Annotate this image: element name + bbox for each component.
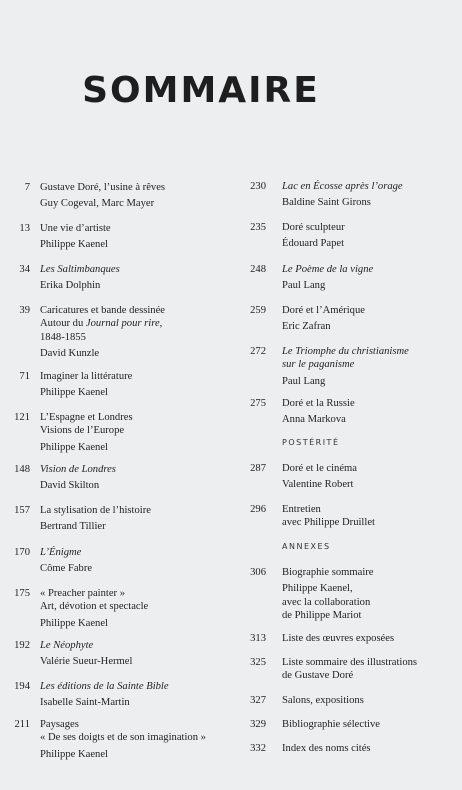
page-number: 230 [250, 181, 266, 192]
page-number: 235 [250, 222, 266, 233]
page-number: 157 [14, 505, 30, 516]
entry-title: Bibliographie sélective [282, 719, 380, 730]
page-number: 13 [19, 223, 30, 234]
page-number: 121 [14, 412, 30, 423]
entry-author: Édouard Papet [282, 238, 345, 250]
entry-title: Doré et la Russie [282, 398, 355, 409]
entry-author: Paul Lang [282, 375, 326, 387]
entry-title: Art, dévotion et spectacle [40, 601, 149, 613]
entry-title: Une vie d’artiste [40, 223, 111, 234]
section-heading: POSTÉRITÉ [282, 438, 340, 447]
entry-author: David Skilton [40, 480, 100, 492]
page-title: SOMMAIRE [82, 70, 320, 111]
page-number: 7 [24, 182, 30, 193]
entry-title: Le Néophyte [40, 640, 94, 651]
page-number: 148 [14, 464, 30, 475]
entry-title: 1848-1855 [40, 331, 86, 343]
entry-title: sur le paganisme [282, 359, 355, 371]
entry-title: Entretien [282, 504, 321, 515]
entry-title: Liste sommaire des illustrations [282, 657, 418, 668]
page-number: 39 [19, 305, 30, 316]
page-number: 248 [250, 264, 266, 275]
entry-author: Philippe Kaenel [40, 748, 108, 760]
entry-title: Liste des œuvres exposées [282, 633, 395, 644]
entry-title: Les Saltimbanques [40, 264, 120, 275]
entry-author: Philippe Kaenel, avec la collaboration de Philippe Mariot [282, 583, 371, 621]
entry-title: « Preacher painter » [40, 588, 126, 599]
entry-title: Doré et le cinéma [282, 463, 357, 474]
entry-title: L’Énigme [40, 547, 82, 558]
entry-title: Vision de Londres [40, 464, 116, 475]
entry-author: Isabelle Saint-Martin [40, 697, 130, 709]
entry-title: Lac en Écosse après l’orage [282, 181, 403, 192]
entry-title: L’Espagne et Londres [40, 412, 133, 423]
entry-author: Paul Lang [282, 280, 326, 292]
entry-author: Valentine Robert [282, 479, 354, 491]
page-number: 192 [14, 640, 30, 651]
entry-author: Valérie Sueur-Hermel [40, 656, 133, 668]
page-number: 275 [250, 398, 266, 409]
entry-title: Salons, expositions [282, 695, 364, 706]
page-number: 170 [14, 547, 30, 558]
page-number: 287 [250, 463, 266, 474]
page-number: 211 [14, 719, 30, 730]
page-number: 327 [250, 695, 266, 706]
page-number: 296 [250, 504, 266, 515]
page-number: 175 [14, 588, 30, 599]
entry-author: Bertrand Tillier [40, 521, 106, 533]
entry-title: Biographie sommaire [282, 567, 374, 578]
page-number: 194 [14, 681, 30, 692]
entry-title: Doré sculpteur [282, 222, 345, 233]
entry-title: Doré et l’Amérique [282, 305, 365, 316]
entry-title: Autour du Journal pour rire, [40, 318, 163, 330]
section-heading: ANNEXES [282, 542, 331, 551]
entry-author: Eric Zafran [282, 321, 331, 333]
entry-title: de Gustave Doré [282, 670, 354, 682]
entry-title: Le Poème de la vigne [282, 264, 374, 275]
entry-title: Imaginer la littérature [40, 371, 133, 382]
entry-title: Les éditions de la Sainte Bible [40, 681, 169, 692]
entry-title: Caricatures et bande dessinée [40, 305, 166, 316]
entry-author: Philippe Kaenel [40, 387, 108, 399]
page-number: 329 [250, 719, 266, 730]
entry-title: avec Philippe Druillet [282, 517, 375, 529]
entry-author: Philippe Kaenel [40, 239, 108, 251]
page-number: 71 [19, 371, 30, 382]
entry-title: « De ses doigts et de son imagination » [40, 732, 206, 744]
page-number: 332 [250, 743, 266, 754]
entry-author: Anna Markova [282, 414, 346, 426]
entry-author: Philippe Kaenel [40, 441, 108, 453]
entry-title: Visions de l’Europe [40, 425, 125, 437]
entry-author: Côme Fabre [40, 563, 93, 575]
page-number: 259 [250, 305, 266, 316]
entry-author: Erika Dolphin [40, 280, 101, 292]
page-number: 313 [250, 633, 266, 644]
entry-author: Baldine Saint Girons [282, 197, 371, 209]
entry-title: Index des noms cités [282, 743, 371, 754]
entry-title: Le Triomphe du christianisme [282, 346, 409, 357]
page-number: 34 [19, 264, 30, 275]
entry-title: Gustave Doré, l’usine à rêves [40, 182, 166, 193]
page-number: 272 [250, 346, 266, 357]
entry-author: Guy Cogeval, Marc Mayer [40, 198, 155, 210]
page-number: 306 [250, 567, 266, 578]
entry-author: David Kunzle [40, 347, 100, 359]
page-number: 325 [250, 657, 266, 668]
entry-title: Paysages [40, 719, 79, 730]
entry-author: Philippe Kaenel [40, 617, 108, 629]
entry-title: La stylisation de l’histoire [40, 505, 151, 516]
